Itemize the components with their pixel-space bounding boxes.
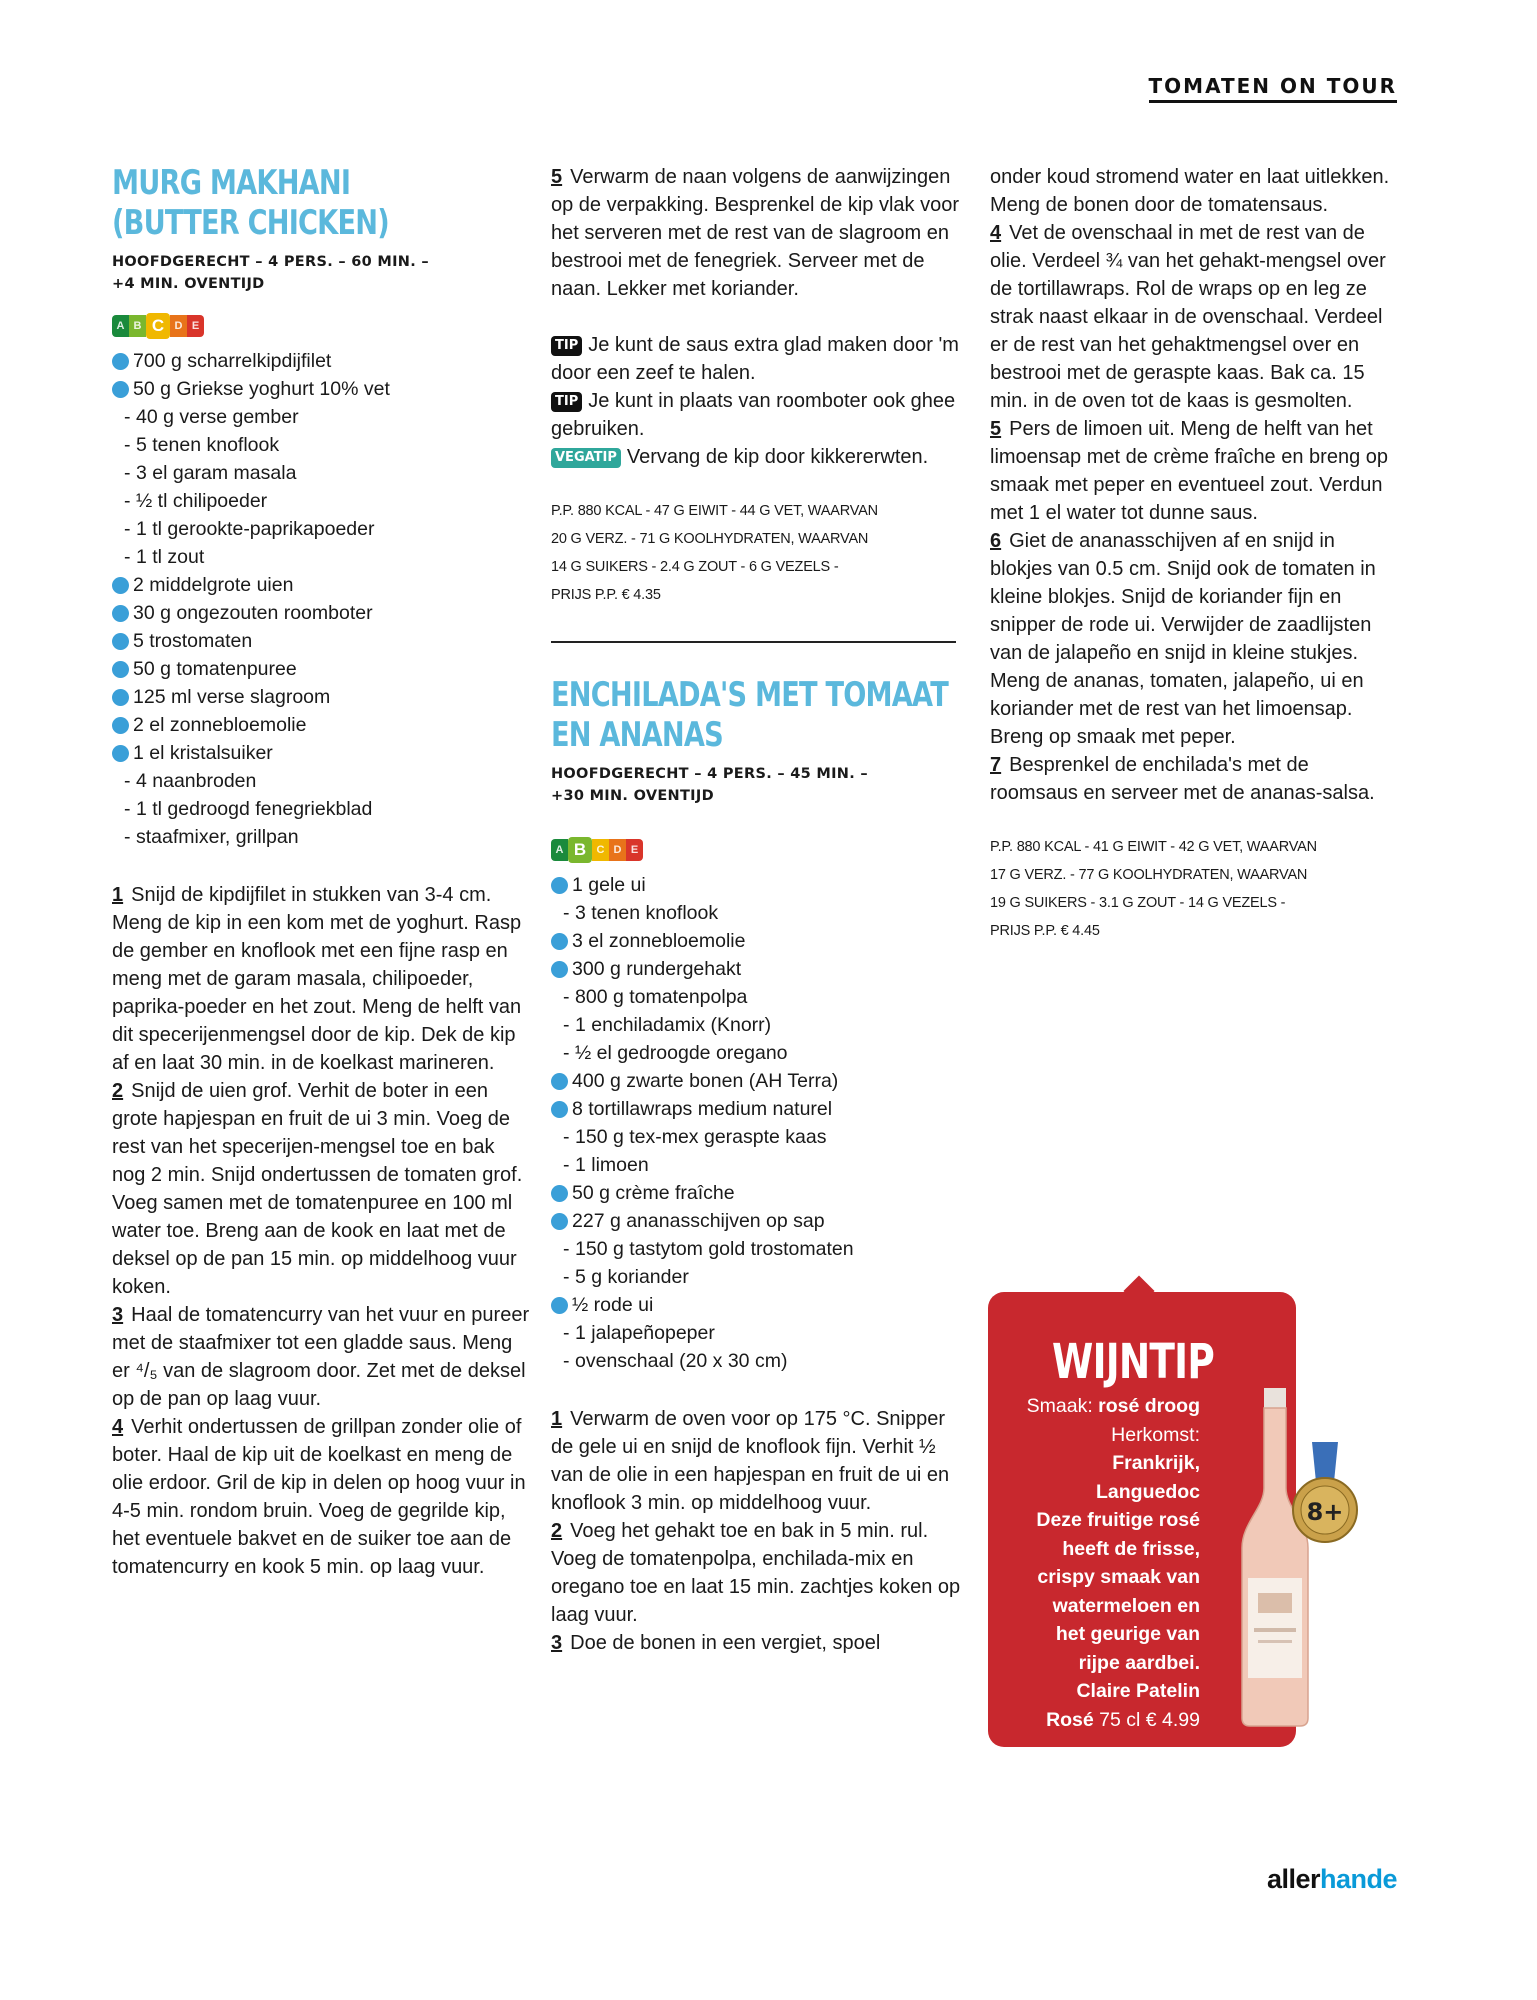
wine-description: crispy smaak van: [1037, 1566, 1200, 1588]
recipe-meta: [551, 763, 961, 807]
meta-line: HOOFDGERECHT – 4 PERS. – 60 MIN. –: [112, 254, 429, 270]
ingredient-item: [551, 927, 961, 955]
ingredient-text: 40 g verse gember: [136, 406, 299, 428]
step-text: Snijd de uien grof. Verhit de boter in een grote hapjespan en fruit de ui 3 min. Voeg de rest van het specerijen-mengsel toe en bak nog 2 min. Snijd ondertussen de tomaten grof. Voeg samen met de tomatenpuree en 100 ml water toe. Breng aan de kook en laat met de deksel op de pan 15 min. op middelhoog vuur koken.: [112, 1080, 523, 1298]
ingredient-item: [551, 1067, 961, 1095]
product-icon: [551, 1185, 568, 1202]
wine-name-rose: Rosé: [1046, 1708, 1094, 1731]
ingredient-item: [551, 1123, 961, 1151]
ingredient-text: 1 gele ui: [572, 874, 646, 896]
tip-text: Je kunt de saus extra glad maken door 'm door een zeef te halen.: [551, 334, 959, 384]
tip-badge: VEGATIP: [551, 448, 621, 468]
ingredient-item: [112, 655, 532, 683]
nutriscore-letter-c: C: [592, 839, 609, 861]
dash-bullet: -: [563, 1350, 570, 1372]
recipe-meta: [112, 251, 532, 295]
nutrition-line: P.P. 880 KCAL - 41 G EIWIT - 42 G VET, WAARVAN: [990, 839, 1317, 855]
product-icon: [112, 577, 129, 594]
dash-bullet: -: [124, 770, 131, 792]
ingredient-item: [112, 627, 532, 655]
step-paragraph: [551, 1629, 961, 1657]
ingredient-text: 50 g Griekse yoghurt 10% vet: [133, 378, 390, 400]
dash-bullet: -: [124, 462, 131, 484]
ingredient-item: [112, 543, 532, 571]
ingredient-item: [551, 1347, 961, 1375]
step-number: 3: [112, 1304, 124, 1326]
ingredient-text: 3 el zonnebloemolie: [572, 930, 746, 952]
nutrition-line: 19 G SUIKERS - 3.1 G ZOUT - 14 G VEZELS -: [990, 895, 1286, 911]
step-text: Pers de limoen uit. Meng de helft van het limoensap met de crème fraîche en breng op smaak met peper en eventueel zout. Verdun met 1 el water tot dunne saus.: [990, 418, 1388, 524]
ingredient-text: 5 tenen knoflook: [136, 434, 280, 456]
product-icon: [112, 605, 129, 622]
ingredient-text: 50 g crème fraîche: [572, 1182, 735, 1204]
rating-medal-icon: [1290, 1442, 1360, 1552]
step-text: Besprenkel de enchilada's met de roomsaus en serveer met de ananas-salsa.: [990, 754, 1375, 804]
ingredient-item: [112, 683, 532, 711]
nutriscore-badge: [551, 837, 961, 863]
ingredient-item: [112, 767, 532, 795]
meta-line: HOOFDGERECHT – 4 PERS. – 45 MIN. –: [551, 766, 868, 782]
tip-badge: TIP: [551, 336, 582, 356]
product-icon: [112, 745, 129, 762]
step-text: Haal de tomatencurry van het vuur en pureer met de staafmixer tot een gladde saus. Meng er ⁴/₅ van de slagroom door. Zet met de deksel op de pan op laag vuur.: [112, 1304, 530, 1410]
dash-bullet: -: [124, 826, 131, 848]
wine-description: heeft de frisse,: [1062, 1537, 1200, 1560]
ingredient-text: ½ el gedroogde oregano: [575, 1042, 788, 1064]
wine-taste: [980, 1392, 1200, 1421]
ingredient-item: [551, 1179, 961, 1207]
ingredient-item: [112, 403, 532, 431]
ingredient-item: [551, 1319, 961, 1347]
step-paragraph: [990, 751, 1400, 807]
step-number: 5: [551, 166, 563, 188]
step-paragraph: [551, 1405, 961, 1517]
dash-bullet: -: [563, 1322, 570, 1344]
tip-text: Vervang de kip door kikkererwten.: [626, 446, 929, 468]
recipe-title-line: ENCHILADA'S MET TOMAAT: [551, 675, 948, 715]
dash-bullet: -: [124, 406, 131, 428]
ingredient-text: 700 g scharrelkipdijfilet: [133, 350, 332, 372]
ingredient-text: 1 limoen: [575, 1154, 649, 1176]
nutriscore-letter-e: E: [626, 839, 643, 861]
wine-origin: Languedoc: [1095, 1480, 1200, 1503]
ingredient-item: [112, 795, 532, 823]
product-icon: [551, 1213, 568, 1230]
tip-item: [551, 387, 961, 443]
nutriscore-letter-c: C: [146, 313, 170, 339]
ingredient-item: [551, 1039, 961, 1067]
tip-item: [551, 331, 961, 387]
wine-tip-title: WIJNTIP: [1052, 1334, 1214, 1390]
wine-price-line: [980, 1706, 1200, 1735]
step-number: 6: [990, 530, 1002, 552]
wine-description: het geurige van: [1055, 1623, 1200, 1645]
product-icon: [112, 633, 129, 650]
wine-taste-label: Smaak:: [1026, 1395, 1093, 1417]
ingredient-text: 150 g tastytom gold trostomaten: [575, 1238, 854, 1260]
tips-section: [551, 331, 961, 471]
ingredient-text: 1 tl gedroogd fenegriekblad: [136, 798, 373, 820]
ingredient-item: [551, 1151, 961, 1179]
nutrition-info: [990, 833, 1400, 945]
dash-bullet: -: [124, 518, 131, 540]
wine-description: watermeloen en: [1052, 1594, 1200, 1617]
step-text: Snijd de kipdijfilet in stukken van 3-4 cm. Meng de kip in een kom met de yoghurt. Rasp de gember en knoflook met een fijne rasp en meng met de garam masala, chilipoeder, paprika-poeder en het zout. Meng de helft van dit specerijenmengsel door de kip. Dek de kip af en laat 30 min. in de koelkast marineren.: [112, 884, 522, 1074]
step-paragraph: [112, 1301, 532, 1413]
ingredient-item: [551, 899, 961, 927]
ingredient-text: 1 el kristalsuiker: [133, 742, 273, 764]
ingredient-item: [112, 571, 532, 599]
medal-text: 8+: [1306, 1498, 1344, 1526]
product-icon: [112, 661, 129, 678]
ingredient-item: [551, 1235, 961, 1263]
dash-bullet: -: [563, 986, 570, 1008]
nutrition-line: 20 G VERZ. - 71 G KOOLHYDRATEN, WAARVAN: [551, 531, 869, 547]
ingredient-item: [112, 711, 532, 739]
dash-bullet: -: [124, 546, 131, 568]
dash-bullet: -: [563, 1238, 570, 1260]
ingredient-item: [551, 871, 961, 899]
ingredient-item: [551, 983, 961, 1011]
ingredient-item: [551, 955, 961, 983]
ingredient-text: ½ tl chilipoeder: [136, 490, 268, 512]
step-number: 4: [990, 222, 1002, 244]
step-paragraph: [990, 219, 1400, 415]
product-icon: [112, 717, 129, 734]
dash-bullet: -: [124, 798, 131, 820]
step-number: 7: [990, 754, 1002, 776]
recipe-title-line: MURG MAKHANI: [112, 163, 351, 203]
ingredient-text: ovenschaal (20 x 30 cm): [575, 1350, 788, 1372]
meta-line: +4 MIN. OVENTIJD: [112, 276, 265, 292]
wine-bottle-icon: [1240, 1388, 1310, 1728]
ingredient-item: [112, 431, 532, 459]
nutrition-line: P.P. 880 KCAL - 47 G EIWIT - 44 G VET, WAARVAN: [551, 503, 878, 519]
column-3: [990, 163, 1400, 945]
column-2: [551, 163, 961, 1657]
recipe-title-line: (BUTTER CHICKEN): [112, 203, 389, 243]
product-icon: [112, 353, 129, 370]
ingredient-text: 8 tortillawraps medium naturel: [572, 1098, 833, 1120]
wine-taste-value: rosé droog: [1098, 1395, 1200, 1417]
wine-name: Claire Patelin: [1076, 1680, 1200, 1702]
step-number: 5: [990, 418, 1002, 440]
product-icon: [551, 933, 568, 950]
ingredient-text: 4 naanbroden: [136, 770, 257, 792]
logo-part1: aller: [1266, 1864, 1320, 1894]
wine-tip-notch: [1123, 1275, 1154, 1306]
step-paragraph: [990, 163, 1400, 219]
dash-bullet: -: [563, 1042, 570, 1064]
divider: [551, 641, 956, 643]
ingredient-text: 5 trostomaten: [133, 630, 253, 652]
product-icon: [551, 1101, 568, 1118]
meta-line: +30 MIN. OVENTIJD: [551, 788, 714, 804]
ingredient-text: staafmixer, grillpan: [136, 826, 299, 848]
recipe-title: [112, 163, 532, 243]
nutriscore-letter-e: E: [187, 315, 204, 337]
step-paragraph: [990, 415, 1400, 527]
dash-bullet: -: [124, 434, 131, 456]
step-number: 1: [112, 884, 124, 906]
step-number: 3: [551, 1632, 563, 1654]
wine-price: 75 cl € 4.99: [1099, 1708, 1200, 1731]
step-paragraph: [990, 527, 1400, 751]
ingredient-item: [551, 1263, 961, 1291]
step-text: Giet de ananasschijven af en snijd in blokjes van 0.5 cm. Snijd ook de tomaten in kleine blokjes. Snijd de koriander fijn en snipper de rode ui. Verwijder de zaadlijsten van de jalapeño en snijd in kleine stukjes. Meng de ananas, tomaten, jalapeño, ui en koriander met de rest van het limoensap. Breng op smaak met peper.: [990, 530, 1376, 748]
ingredient-text: 227 g ananasschijven op sap: [572, 1210, 825, 1232]
product-icon: [112, 689, 129, 706]
nutriscore-badge: [112, 313, 532, 339]
step-paragraph: [112, 881, 532, 1077]
recipe-steps-continued: [551, 163, 961, 303]
ingredient-text: 125 ml verse slagroom: [133, 686, 331, 708]
product-icon: [551, 961, 568, 978]
recipe-steps-continued: [990, 163, 1400, 807]
nutrition-line: 14 G SUIKERS - 2.4 G ZOUT - 6 G VEZELS -: [551, 559, 839, 575]
wine-tip-text: [980, 1392, 1200, 1734]
ingredient-text: 3 el garam masala: [136, 462, 297, 484]
ingredient-item: [551, 1291, 961, 1319]
ingredient-item: [112, 375, 532, 403]
ingredient-list: [112, 347, 532, 851]
nutriscore-letter-a: A: [551, 839, 568, 861]
product-icon: [112, 381, 129, 398]
tip-badge: TIP: [551, 392, 582, 412]
wine-tip-box: [988, 1292, 1344, 1747]
ingredient-item: [112, 739, 532, 767]
ingredient-text: 800 g tomatenpolpa: [575, 986, 748, 1008]
tip-item: [551, 443, 961, 471]
nutriscore-letter-b: B: [568, 837, 592, 863]
nutrition-line: 17 G VERZ. - 77 G KOOLHYDRATEN, WAARVAN: [990, 867, 1308, 883]
recipe-title-line: EN ANANAS: [551, 715, 723, 755]
step-text: Vet de ovenschaal in met de rest van de olie. Verdeel ¾ van het gehakt-mengsel over de tortillawraps. Rol de wraps op en leg ze strak naast elkaar in de ovenschaal. Verdeel er de rest van het gehaktmengsel over en bestrooi met de geraspte kaas. Bak ca. 15 min. in de oven tot de kaas is gesmolten.: [990, 222, 1386, 412]
section-header: TOMATEN ON TOUR: [1149, 74, 1397, 103]
nutrition-line: PRIJS P.P. € 4.45: [990, 923, 1100, 939]
ingredient-text: 5 g koriander: [575, 1266, 689, 1288]
step-text: Voeg het gehakt toe en bak in 5 min. rul. Voeg de tomatenpolpa, enchilada-mix en oregano toe en laat 15 min. zachtjes koken op laag vuur.: [551, 1520, 961, 1626]
ingredient-text: 3 tenen knoflook: [575, 902, 719, 924]
step-text: Verwarm de oven voor op 175 °C. Snipper de gele ui en snijd de knoflook fijn. Verhit ½ van de olie in een hapjespan en fruit de ui en knoflook 3 min. op middelhoog vuur.: [551, 1408, 950, 1514]
nutriscore-letter-d: D: [609, 839, 626, 861]
nutrition-info: [551, 497, 961, 609]
ingredient-text: 2 middelgrote uien: [133, 574, 294, 596]
product-icon: [551, 877, 568, 894]
step-paragraph: [112, 1413, 532, 1581]
ingredient-text: 1 tl gerookte-paprikapoeder: [136, 518, 375, 540]
ingredient-item: [112, 487, 532, 515]
ingredient-item: [112, 459, 532, 487]
dash-bullet: -: [124, 490, 131, 512]
step-paragraph: [551, 1517, 961, 1629]
dash-bullet: -: [563, 1154, 570, 1176]
ingredient-text: 2 el zonnebloemolie: [133, 714, 307, 736]
nutriscore-letter-d: D: [170, 315, 187, 337]
product-icon: [551, 1073, 568, 1090]
recipe-steps: [112, 881, 532, 1581]
ingredient-text: 1 tl zout: [136, 546, 205, 568]
ingredient-list: [551, 871, 961, 1375]
step-paragraph: [551, 163, 961, 303]
dash-bullet: -: [563, 1266, 570, 1288]
ingredient-item: [551, 1207, 961, 1235]
step-text: Verhit ondertussen de grillpan zonder olie of boter. Haal de kip uit de koelkast en meng de olie erdoor. Gril de kip in delen op hoog vuur in 4-5 min. rondom bruin. Voeg de gegrilde kip, het eventuele bakvet en de suiker toe aan de tomatencurry en kook 5 min. op laag vuur.: [112, 1416, 526, 1578]
ingredient-text: 300 g rundergehakt: [572, 958, 742, 980]
step-number: 2: [112, 1080, 124, 1102]
nutriscore-letter-b: B: [129, 315, 146, 337]
step-text: Doe de bonen in een vergiet, spoel: [570, 1632, 881, 1654]
ingredient-text: 400 g zwarte bonen (AH Terra): [572, 1070, 839, 1092]
step-number: 2: [551, 1520, 563, 1542]
allerhande-logo: [1267, 1864, 1397, 1895]
logo-part2: hande: [1319, 1864, 1397, 1894]
step-text: onder koud stromend water en laat uitlekken. Meng de bonen door de tomatensaus.: [990, 166, 1390, 216]
step-text: Verwarm de naan volgens de aanwijzingen op de verpakking. Besprenkel de kip vlak voor het serveren met de rest van de slagroom en bestrooi met de fenegriek. Serveer met de naan. Lekker met koriander.: [551, 166, 960, 300]
ingredient-text: 1 jalapeñopeper: [575, 1322, 715, 1344]
dash-bullet: -: [563, 1126, 570, 1148]
dash-bullet: -: [563, 902, 570, 924]
ingredient-item: [551, 1011, 961, 1039]
ingredient-item: [112, 347, 532, 375]
nutriscore-letter-a: A: [112, 315, 129, 337]
dash-bullet: -: [563, 1014, 570, 1036]
step-number: 1: [551, 1408, 563, 1430]
product-icon: [551, 1297, 568, 1314]
step-number: 4: [112, 1416, 124, 1438]
nutrition-line: PRIJS P.P. € 4.35: [551, 587, 661, 603]
column-1: [112, 163, 532, 1581]
wine-description: rijpe aardbei.: [1078, 1651, 1200, 1674]
ingredient-text: 30 g ongezouten roomboter: [133, 602, 373, 624]
ingredient-text: 150 g tex-mex geraspte kaas: [575, 1126, 827, 1148]
recipe-steps: [551, 1405, 961, 1657]
wine-description: Deze fruitige rosé: [1036, 1509, 1200, 1531]
ingredient-text: 1 enchiladamix (Knorr): [575, 1014, 772, 1036]
ingredient-text: 50 g tomatenpuree: [133, 658, 297, 680]
ingredient-item: [112, 599, 532, 627]
ingredient-text: ½ rode ui: [572, 1294, 654, 1316]
recipe-title: [551, 675, 961, 755]
ingredient-item: [551, 1095, 961, 1123]
step-paragraph: [112, 1077, 532, 1301]
ingredient-item: [112, 515, 532, 543]
wine-origin-label: Herkomst:: [1111, 1423, 1200, 1446]
tip-text: Je kunt in plaats van roomboter ook ghee gebruiken.: [551, 390, 956, 440]
ingredient-item: [112, 823, 532, 851]
wine-origin: Frankrijk,: [1112, 1452, 1200, 1474]
